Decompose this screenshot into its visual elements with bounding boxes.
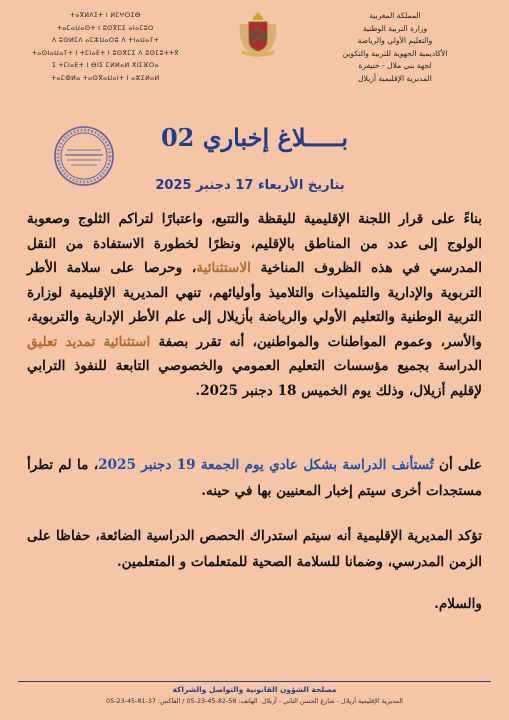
paragraph-text: الدراسة بجميع مؤسسات التعليم العمومي والخصوصي التابعة للنفوذ الترابي لإقليم أزيلال، وذلك يوم الخميس 18 دجنبر 2025. (27, 358, 482, 399)
tifinagh-line: ⵜⴰⵎⴰⵡⴰⵙⵜ ⵏ ⵓⵙⴳⵎⵉ ⴰⵏⴰⵎⵓⵔ (57, 24, 154, 32)
tifinagh-line: ⵜⴰⵎⵀⵍⴰ ⵜⴰⵙⴳⴰⵡⴰⵏⵜ ⵏ ⴰⵣⵉⵍⴰⵍ (51, 74, 160, 82)
arabic-header-line: والتعليم الأولي والرياضة (357, 36, 433, 45)
header-arabic (295, 10, 495, 85)
highlight-resumption: تُستأنف الدراسة بشكل عادي يوم الجمعة 19 دجنبر 2025 (98, 457, 434, 473)
moroccan-coat-of-arms-icon (236, 10, 280, 58)
paragraph-text: بناءً على قرار اللجنة الإقليمية لليقظة والتتبع، واعتبارًا لتراكم الثلوج وصعوبة الولوج إلى عدد من المناطق بالإقليم، ونظرًا لخطورة الاستفادة من النقل المدرسي في هذه الظروف المناخية (27, 211, 482, 276)
highlight-extension: استثنائية تمديد تعليق (27, 333, 151, 350)
arabic-header-line: لجهة بني ملال - خنيفرة (358, 61, 432, 70)
footer-address: المديرية الإقليمية أزيلال - شارع الحسن الثاني - أزيلال. الهاتف: 58-82-45-23-05 / الفاكس: 37-81-45-23-05 (106, 697, 403, 705)
paragraph-text: ، وحرصا على سلامة الأطر التربوية والإدارية والتلميذات والتلاميذ وأوليائهم، تنهي المديرية الإقليمية لوزارة التربية الوطنية والتعليم الأولي والرياضة بأزيلال إلى علم الأطر الإدارية والتربوية، والأسر، وعموم المواطنات والمواطنين، أنه تقرر بصفة (27, 260, 482, 350)
arabic-header-line: الأكاديمية الجهوية للتربية والتكوين (342, 48, 448, 58)
highlight-exceptional: الاستثنائية (196, 260, 251, 276)
document-date: بتاريخ الأربعاء 17 دجنبر 2025 (155, 178, 345, 193)
closing-salutation: والسلام. (434, 596, 482, 612)
tifinagh-line: ⵉ ⵜⵎⵏⴰⴹⵜ ⵏ ⴱⵏⵉ ⵎⵍⵍⴰⵍ ⵅⵏⵉⴼⵔⴰ (51, 62, 160, 70)
announcement-paragraph-3: تؤكد المديرية الإقليمية أنه سيتم استدراك الحصص الدراسية الضائعة، حفاظا على الزمن المدرسي، وضمانا للسلامة الصحية للمتعلمات و المتعلمين. (27, 528, 482, 570)
footer-divider (18, 681, 491, 682)
arabic-header-line: المملكة المغربية (369, 11, 421, 20)
arabic-header-line: وزارة التربية الوطنية (362, 23, 428, 33)
announcement-paragraph-2 (27, 452, 482, 504)
footer-office: مصلحة الشؤون القانونية والتواصل والشراكة (172, 685, 337, 694)
paragraph-text: على أن (433, 457, 482, 473)
document-title: بـــــلاغ إخباري 02 (160, 123, 349, 152)
paragraph-text: ، ما لم تطرأ مستجدات أخرى سيتم إخبار المعنيين بها في حينه. (27, 457, 482, 499)
tifinagh-line: ⵜⴰⴳⵍⴷⵉⵜ ⵏ ⵍⵎⵖⵔⵉⴱ (70, 12, 141, 19)
header-tifinagh (8, 10, 203, 86)
arabic-header-line: المديرية الإقليمية أزيلال (358, 73, 432, 83)
tifinagh-line: ⵜⴰⵙⵏⴰⵡⴰⵢⵜ ⵏ ⵜⵎⵏⴰⴹⵜ ⵏ ⵓⵙⴳⵎⵉ ⴷ ⵓⵙⵎⵓⵜⵜⴳ (32, 49, 179, 57)
tifinagh-line: ⴷ ⵓⵙⵍⵎⴷ ⴰⵎⵣⵡⴰⵔⵓ ⴷ ⵜⵏⴰⵡⴰⵢⵜ (51, 37, 160, 45)
announcement-paragraph-1 (27, 207, 482, 403)
